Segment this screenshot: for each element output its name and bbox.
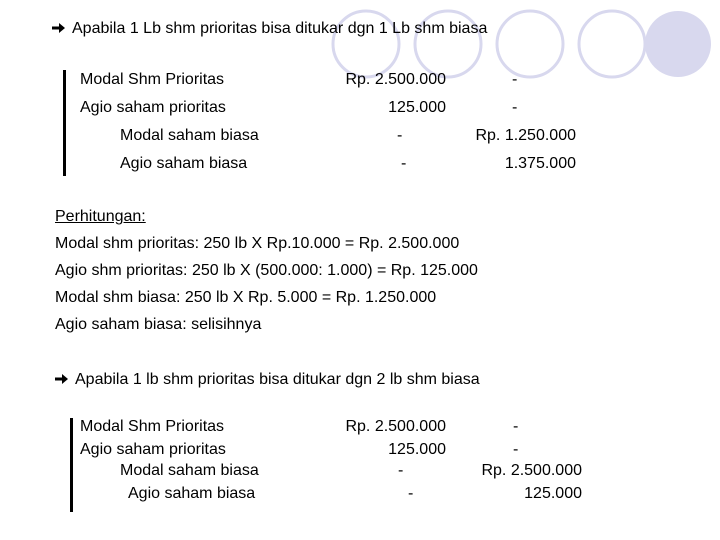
- row-col1: 125.000: [388, 441, 446, 458]
- row-col2: -: [512, 71, 518, 88]
- row-label: Agio saham prioritas: [80, 99, 226, 116]
- section2-heading: Apabila 1 lb shm prioritas bisa ditukar dgn 2 lb shm biasa: [75, 371, 480, 388]
- arrow-right-icon: [55, 373, 69, 385]
- row-col2: Rp. 1.250.000: [475, 127, 576, 144]
- row-col1: 125.000: [388, 99, 446, 116]
- section1-heading: Apabila 1 Lb shm prioritas bisa ditukar dgn 1 Lb shm biasa: [72, 20, 488, 37]
- circle-ring-4: [579, 11, 645, 77]
- row-col2: -: [513, 418, 519, 435]
- row-label: Agio saham biasa: [128, 485, 256, 502]
- row-label: Modal saham biasa: [120, 462, 259, 479]
- row-label: Agio saham prioritas: [80, 441, 226, 458]
- row-col1: Rp. 2.500.000: [345, 71, 446, 88]
- row-col2: 1.375.000: [504, 155, 576, 172]
- row-label: Modal Shm Prioritas: [80, 71, 225, 88]
- row-label: Modal Shm Prioritas: [80, 418, 225, 435]
- row-col1: -: [401, 155, 407, 172]
- row-col2: -: [512, 99, 518, 116]
- section1-heading-line: [52, 20, 487, 38]
- circle-filled: [645, 11, 711, 77]
- calculation-line: Agio shm prioritas: 250 lb X (500.000: 1.000) = Rp. 125.000: [55, 262, 478, 279]
- row-col1: -: [397, 127, 403, 144]
- circle-ring-3: [497, 11, 563, 77]
- row-col2: -: [513, 441, 519, 458]
- calculation-line: Modal shm prioritas: 250 lb X Rp.10.000 = Rp. 2.500.000: [55, 235, 460, 252]
- row-col1: -: [408, 485, 414, 502]
- section2-heading-line: [55, 371, 480, 389]
- calculation-line: Modal shm biasa: 250 lb X Rp. 5.000 = Rp. 1.250.000: [55, 289, 437, 306]
- section1-bracket: [63, 70, 66, 176]
- row-col2: 125.000: [524, 485, 582, 502]
- arrow-right-icon: [52, 22, 66, 34]
- row-label: Agio saham biasa: [120, 155, 248, 172]
- row-col1: -: [398, 462, 404, 479]
- row-col2: Rp. 2.500.000: [481, 462, 582, 479]
- calculation-line: Agio saham biasa: selisihnya: [55, 316, 262, 333]
- calculation-title: Perhitungan:: [55, 208, 146, 225]
- row-col1: Rp. 2.500.000: [345, 418, 446, 435]
- section2-bracket: [70, 418, 73, 512]
- row-label: Modal saham biasa: [120, 127, 259, 144]
